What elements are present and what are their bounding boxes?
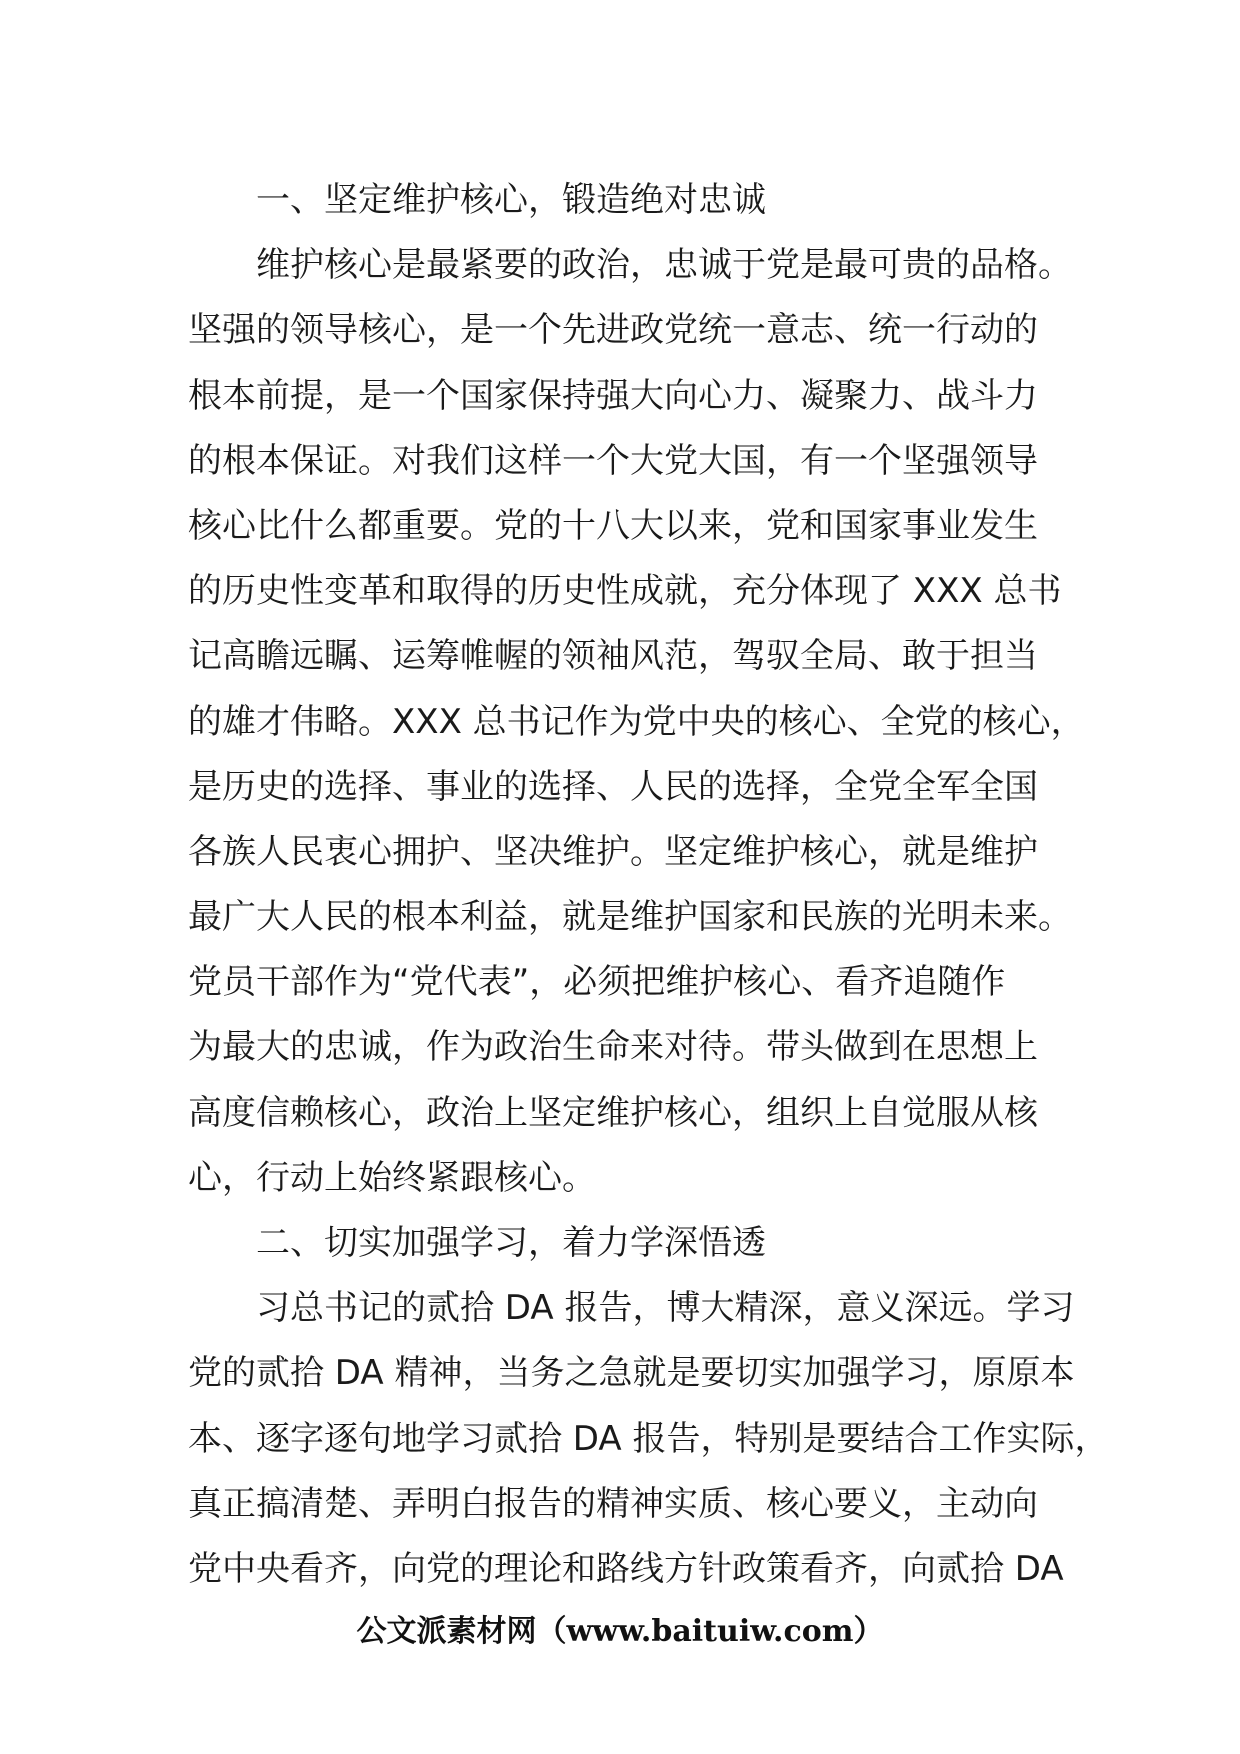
section-heading-2: 二、切实加强学习，着力学深悟透 [256, 1223, 766, 1263]
paragraph-line: 维护核心是最紧要的政治，忠诚于党是最可贵的品格。 [256, 245, 1072, 286]
paragraph-line: 党员干部作为“党代表”，必须把维护核心、看齐追随作 [188, 962, 1006, 1003]
paragraph-line: 的雄才伟略。XXX 总书记作为党中央的核心、全党的核心， [188, 701, 1085, 742]
paragraph-line: 是历史的选择、事业的选择、人民的选择，全党全军全国 [188, 766, 1038, 807]
paragraph-line: 的历史性变革和取得的历史性成就，充分体现了 XXX 总书 [188, 571, 1062, 612]
paragraph-line: 各族人民衷心拥护、坚决维护。坚定维护核心，就是维护 [188, 831, 1038, 872]
paragraph-line: 本、逐字逐句地学习贰拾 DA 报告，特别是要结合工作实际， [188, 1418, 1109, 1459]
paragraph-line: 真正搞清楚、弄明白报告的精神实质、核心要义，主动向 [188, 1483, 1038, 1524]
footer-watermark: 公文派素材网（www.baituiw.com） [356, 1614, 884, 1649]
paragraph-line: 的根本保证。对我们这样一个大党大国，有一个坚强领导 [188, 440, 1038, 481]
paragraph-line: 习总书记的贰拾 DA 报告，博大精深，意义深远。学习 [256, 1288, 1075, 1329]
paragraph-line: 党中央看齐，向党的理论和路线方针政策看齐，向贰拾 DA [188, 1548, 1064, 1589]
document-body [188, 168, 1109, 1602]
paragraph-line: 党的贰拾 DA 精神，当务之急就是要切实加强学习，原原本 [188, 1353, 1075, 1394]
paragraph-line: 坚强的领导核心，是一个先进政党统一意志、统一行动的 [188, 310, 1038, 351]
paragraph-line: 心，行动上始终紧跟核心。 [188, 1157, 596, 1198]
paragraph-line: 为最大的忠诚，作为政治生命来对待。带头做到在思想上 [188, 1027, 1038, 1068]
paragraph-line: 核心比什么都重要。党的十八大以来，党和国家事业发生 [188, 505, 1038, 546]
paragraph-line: 最广大人民的根本利益，就是维护国家和民族的光明未来。 [188, 897, 1072, 938]
paragraph-line: 高度信赖核心，政治上坚定维护核心，组织上自觉服从核 [188, 1092, 1038, 1133]
paragraph-line: 记高瞻远瞩、运筹帷幄的领袖风范，驾驭全局、敢于担当 [188, 636, 1038, 677]
paragraph-line: 根本前提，是一个国家保持强大向心力、凝聚力、战斗力 [188, 375, 1038, 416]
section-heading-1: 一、坚定维护核心，锻造绝对忠诚 [256, 180, 766, 220]
